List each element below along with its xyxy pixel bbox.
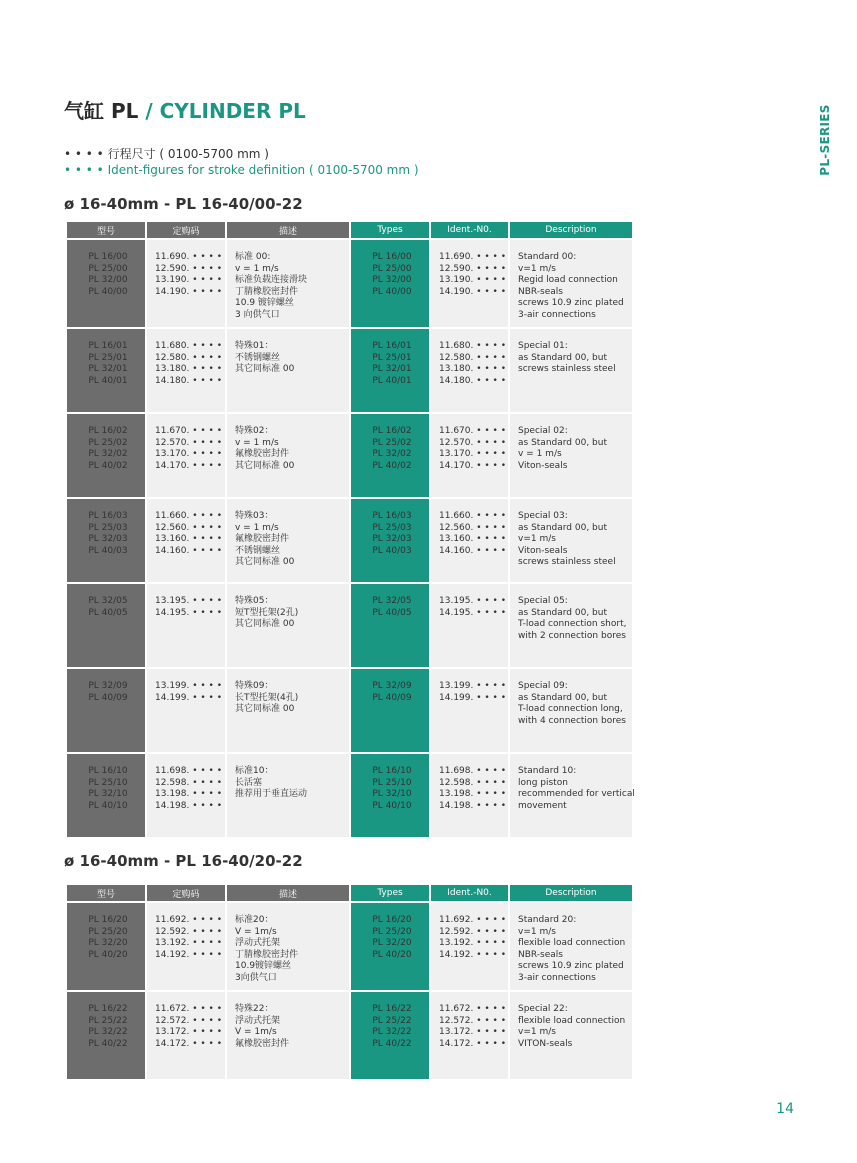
cell-line: 其它同标准 00 bbox=[235, 619, 295, 629]
cell-line: PL 32/01 bbox=[88, 364, 128, 374]
cell-line: 14.160. • • • • bbox=[155, 545, 223, 556]
cell-line: Viton-seals bbox=[518, 460, 568, 471]
cell-line: 3向供气口 bbox=[235, 972, 277, 983]
cell-line: 11.690. • • • • bbox=[439, 252, 507, 262]
cell-line: as Standard 00, but bbox=[518, 522, 607, 533]
cell-line: 3 向供气口 bbox=[235, 309, 280, 320]
cell-line: 12.580. • • • • bbox=[155, 352, 223, 363]
cell-line: 11.670. • • • • bbox=[439, 426, 507, 436]
cell-line: PL 32/22 bbox=[372, 1027, 412, 1037]
cell-line: 11.660. • • • • bbox=[155, 511, 223, 521]
page-title-en: / CYLINDER PL bbox=[138, 99, 306, 123]
desc-cn-cell bbox=[227, 903, 349, 990]
cell-line: screws stainless steel bbox=[518, 557, 616, 567]
col-header-types: Types bbox=[351, 222, 429, 238]
cell-line: PL 32/09 bbox=[88, 681, 128, 691]
cell-line: v = 1 m/s bbox=[235, 437, 279, 448]
cell-line: 推荐用于垂直运动 bbox=[235, 789, 308, 799]
cell-line: 其它同标准 00 bbox=[235, 460, 295, 471]
cell-line: with 4 connection bores bbox=[518, 715, 626, 726]
cell-line: PL 25/20 bbox=[88, 926, 128, 937]
cell-line: screws 10.9 zinc plated bbox=[518, 961, 624, 971]
spec-table bbox=[65, 883, 634, 1081]
desc-en-cell bbox=[510, 903, 632, 990]
desc-cn-cell bbox=[227, 499, 349, 582]
cell-line: flexible load connection bbox=[518, 1015, 626, 1026]
cell-line: 11.690. • • • • bbox=[155, 252, 223, 262]
cell-line: PL 16/22 bbox=[372, 1004, 412, 1014]
cell-line: v=1 m/s bbox=[518, 534, 556, 544]
cell-line: 13.192. • • • • bbox=[439, 938, 507, 948]
desc-en-cell bbox=[510, 669, 632, 752]
model-cell bbox=[67, 992, 145, 1079]
cell-line: 11.680. • • • • bbox=[439, 341, 507, 351]
intro-block bbox=[64, 146, 419, 178]
cell-line: T-load connection long, bbox=[518, 704, 623, 714]
cell-line: 浮动式托架 bbox=[235, 1015, 281, 1026]
ident-cell bbox=[431, 754, 508, 837]
cell-line: 14.195. • • • • bbox=[155, 607, 223, 618]
cell-line: 11.692. • • • • bbox=[439, 915, 507, 925]
desc-cn-cell bbox=[227, 329, 349, 412]
cell-line: PL 25/02 bbox=[88, 437, 128, 448]
cell-line: PL 32/10 bbox=[372, 789, 412, 799]
cell-line: Special 09: bbox=[518, 681, 568, 691]
cell-line: 14.190. • • • • bbox=[439, 286, 507, 297]
cell-line: 12.560. • • • • bbox=[439, 522, 507, 533]
cell-line: PL 25/03 bbox=[372, 522, 412, 533]
cell-line: 13.199. • • • • bbox=[439, 681, 507, 691]
cell-line: PL 16/22 bbox=[88, 1004, 128, 1014]
table-row bbox=[67, 754, 632, 837]
cell-line: PL 40/05 bbox=[372, 607, 412, 618]
order-code-cell bbox=[147, 499, 225, 582]
cell-line: PL 40/03 bbox=[88, 545, 128, 556]
desc-en-cell bbox=[510, 329, 632, 412]
cell-line: PL 32/20 bbox=[372, 938, 412, 948]
cell-line: PL 25/20 bbox=[372, 926, 412, 937]
types-cell bbox=[351, 584, 429, 667]
cell-line: PL 16/00 bbox=[372, 252, 412, 262]
types-cell bbox=[351, 240, 429, 327]
cell-line: 11.680. • • • • bbox=[155, 341, 223, 351]
table-row bbox=[67, 329, 632, 412]
cell-line: 13.172. • • • • bbox=[155, 1027, 223, 1037]
cell-line: 12.572. • • • • bbox=[155, 1015, 223, 1026]
cell-line: 13.172. • • • • bbox=[439, 1027, 507, 1037]
ident-cell bbox=[431, 669, 508, 752]
cell-line: 14.198. • • • • bbox=[439, 800, 507, 811]
cell-line: v=1 m/s bbox=[518, 263, 556, 274]
cell-line: 特殊05： bbox=[235, 596, 274, 606]
types-cell bbox=[351, 414, 429, 497]
model-cell bbox=[67, 329, 145, 412]
cell-line: v = 1 m/s bbox=[518, 449, 562, 459]
cell-line: 10.9镀锌螺丝 bbox=[235, 961, 292, 971]
cell-line: 12.598. • • • • bbox=[439, 777, 507, 788]
cell-line: 14.199. • • • • bbox=[155, 692, 223, 703]
cell-line: 14.172. • • • • bbox=[155, 1038, 223, 1049]
cell-line: movement bbox=[518, 800, 567, 811]
col-header-types: Types bbox=[351, 885, 429, 901]
types-cell bbox=[351, 669, 429, 752]
cell-line: 12.598. • • • • bbox=[155, 777, 223, 788]
cell-line: screws stainless steel bbox=[518, 364, 616, 374]
cell-line: PL 40/01 bbox=[372, 375, 412, 386]
cell-line: 13.170. • • • • bbox=[439, 449, 507, 459]
cell-line: PL 32/05 bbox=[372, 596, 412, 606]
order-code-cell bbox=[147, 240, 225, 327]
model-cell bbox=[67, 903, 145, 990]
cell-line: v=1 m/s bbox=[518, 1027, 556, 1037]
model-cell bbox=[67, 240, 145, 327]
cell-line: 14.195. • • • • bbox=[439, 607, 507, 618]
desc-cn-cell bbox=[227, 584, 349, 667]
cell-line: 12.592. • • • • bbox=[155, 926, 223, 937]
cell-line: PL 40/09 bbox=[88, 692, 128, 703]
cell-line: PL 25/01 bbox=[88, 352, 128, 363]
desc-cn-cell bbox=[227, 754, 349, 837]
cell-line: PL 40/22 bbox=[372, 1038, 412, 1049]
cell-line: 不锈钢螺丝 bbox=[235, 352, 281, 363]
cell-line: 丁腈橡胶密封件 bbox=[235, 949, 299, 960]
cell-line: screws 10.9 zinc plated bbox=[518, 298, 624, 308]
cell-line: 14.180. • • • • bbox=[439, 375, 507, 386]
cell-line: 10.9 镀锌螺丝 bbox=[235, 298, 294, 308]
cell-line: PL 40/10 bbox=[88, 800, 128, 811]
section-title: ø 16-40mm - PL 16-40/20-22 bbox=[64, 852, 303, 870]
cell-line: 11.692. • • • • bbox=[155, 915, 223, 925]
cell-line: PL 40/20 bbox=[372, 949, 412, 960]
cell-line: 标准20： bbox=[235, 915, 274, 925]
section-title: ø 16-40mm - PL 16-40/00-22 bbox=[64, 195, 303, 213]
cell-line: 12.572. • • • • bbox=[439, 1015, 507, 1026]
cell-line: PL 32/03 bbox=[88, 534, 128, 544]
table-row bbox=[67, 414, 632, 497]
ident-cell bbox=[431, 584, 508, 667]
page-number: 14 bbox=[776, 1101, 794, 1117]
cell-line: 13.190. • • • • bbox=[439, 275, 507, 285]
cell-line: 14.199. • • • • bbox=[439, 692, 507, 703]
cell-line: PL 32/01 bbox=[372, 364, 412, 374]
cell-line: PL 16/02 bbox=[88, 426, 128, 436]
col-header-ident: Ident.-N0. bbox=[431, 222, 508, 238]
cell-line: as Standard 00, but bbox=[518, 352, 607, 363]
cell-line: Special 03: bbox=[518, 511, 568, 521]
cell-line: 13.170. • • • • bbox=[155, 449, 223, 459]
cell-line: Regid load connection bbox=[518, 275, 618, 285]
cell-line: 14.180. • • • • bbox=[155, 375, 223, 386]
cell-line: 11.660. • • • • bbox=[439, 511, 507, 521]
desc-cn-cell bbox=[227, 992, 349, 1079]
cell-line: Standard 20: bbox=[518, 915, 577, 925]
cell-line: 标准10： bbox=[235, 766, 274, 776]
cell-line: 特殊03： bbox=[235, 511, 274, 521]
cell-line: PL 32/02 bbox=[88, 449, 128, 459]
cell-line: 12.560. • • • • bbox=[155, 522, 223, 533]
cell-line: PL 16/03 bbox=[88, 511, 128, 521]
cell-line: PL 32/10 bbox=[88, 789, 128, 799]
cell-line: 14.170. • • • • bbox=[155, 460, 223, 471]
cell-line: PL 32/00 bbox=[88, 275, 128, 285]
table-header-row bbox=[67, 885, 632, 901]
cell-line: NBR-seals bbox=[518, 286, 563, 297]
col-header-model: 型号 bbox=[67, 222, 145, 238]
ident-cell bbox=[431, 903, 508, 990]
cell-line: V = 1m/s bbox=[235, 926, 277, 937]
cell-line: as Standard 00, but bbox=[518, 607, 607, 618]
cell-line: 标准负载连接滑块 bbox=[235, 275, 308, 285]
cell-line: 标准 00: bbox=[235, 252, 271, 262]
cell-line: 12.570. • • • • bbox=[155, 437, 223, 448]
cell-line: PL 32/03 bbox=[372, 534, 412, 544]
types-cell bbox=[351, 754, 429, 837]
cell-line: PL 40/20 bbox=[88, 949, 128, 960]
cell-line: 不锈钢螺丝 bbox=[235, 545, 281, 556]
model-cell bbox=[67, 499, 145, 582]
table-row bbox=[67, 499, 632, 582]
cell-line: 14.160. • • • • bbox=[439, 545, 507, 556]
cell-line: 长T型托架(4孔) bbox=[235, 692, 299, 703]
cell-line: Viton-seals bbox=[518, 545, 568, 556]
col-header-desc-cn: 描述 bbox=[227, 222, 349, 238]
order-code-cell bbox=[147, 992, 225, 1079]
cell-line: 14.170. • • • • bbox=[439, 460, 507, 471]
cell-line: 14.192. • • • • bbox=[155, 949, 223, 960]
table-row bbox=[67, 584, 632, 667]
page-title-cn: 气缸 PL bbox=[64, 99, 139, 123]
cell-line: PL 25/10 bbox=[88, 777, 128, 788]
cell-line: PL 32/05 bbox=[88, 596, 128, 606]
types-cell bbox=[351, 499, 429, 582]
order-code-cell bbox=[147, 329, 225, 412]
cell-line: 浮动式托架 bbox=[235, 938, 281, 948]
ident-cell bbox=[431, 329, 508, 412]
cell-line: 12.590. • • • • bbox=[155, 263, 223, 274]
col-header-desc-en: Description bbox=[510, 222, 632, 238]
types-cell bbox=[351, 903, 429, 990]
cell-line: 其它同标准 00 bbox=[235, 704, 295, 714]
desc-en-cell bbox=[510, 499, 632, 582]
cell-line: 氟橡胶密封件 bbox=[235, 449, 290, 459]
model-cell bbox=[67, 414, 145, 497]
cell-line: PL 16/10 bbox=[88, 766, 128, 776]
cell-line: flexible load connection bbox=[518, 938, 626, 948]
model-cell bbox=[67, 754, 145, 837]
table-row bbox=[67, 669, 632, 752]
cell-line: 12.580. • • • • bbox=[439, 352, 507, 363]
cell-line: Special 22: bbox=[518, 1004, 568, 1014]
model-cell bbox=[67, 669, 145, 752]
cell-line: 14.192. • • • • bbox=[439, 949, 507, 960]
cell-line: with 2 connection bores bbox=[518, 630, 626, 641]
cell-line: 14.190. • • • • bbox=[155, 286, 223, 297]
cell-line: 3-air connections bbox=[518, 972, 596, 983]
types-cell bbox=[351, 329, 429, 412]
cell-line: v=1 m/s bbox=[518, 926, 556, 937]
desc-en-cell bbox=[510, 992, 632, 1079]
cell-line: PL 16/20 bbox=[88, 915, 128, 925]
ident-cell bbox=[431, 414, 508, 497]
desc-cn-cell bbox=[227, 669, 349, 752]
cell-line: PL 40/05 bbox=[88, 607, 128, 618]
cell-line: 11.672. • • • • bbox=[155, 1004, 223, 1014]
cell-line: 14.172. • • • • bbox=[439, 1038, 507, 1049]
cell-line: 11.698. • • • • bbox=[155, 766, 223, 776]
ident-cell bbox=[431, 992, 508, 1079]
cell-line: PL 16/01 bbox=[88, 341, 128, 351]
desc-en-cell bbox=[510, 414, 632, 497]
cell-line: 11.698. • • • • bbox=[439, 766, 507, 776]
cell-line: 特殊02： bbox=[235, 426, 274, 436]
cell-line: 特殊01： bbox=[235, 341, 274, 351]
col-header-order-code: 定购码 bbox=[147, 885, 225, 901]
series-side-label bbox=[815, 100, 835, 180]
order-code-cell bbox=[147, 669, 225, 752]
cell-line: 11.672. • • • • bbox=[439, 1004, 507, 1014]
ident-cell bbox=[431, 240, 508, 327]
intro-line-cn: • • • • 行程尺寸 ( 0100-5700 mm ) bbox=[64, 147, 269, 161]
cell-line: 3-air connections bbox=[518, 309, 596, 320]
cell-line: PL 40/03 bbox=[372, 545, 412, 556]
cell-line: 13.180. • • • • bbox=[439, 364, 507, 374]
cell-line: PL 40/09 bbox=[372, 692, 412, 703]
cell-line: 13.160. • • • • bbox=[439, 534, 507, 544]
cell-line: 氟橡胶密封件 bbox=[235, 534, 290, 544]
cell-line: PL 16/01 bbox=[372, 341, 412, 351]
cell-line: 氟橡胶密封件 bbox=[235, 1038, 290, 1049]
cell-line: as Standard 00, but bbox=[518, 437, 607, 448]
cell-line: 11.670. • • • • bbox=[155, 426, 223, 436]
cell-line: PL 25/03 bbox=[88, 522, 128, 533]
cell-line: 13.195. • • • • bbox=[439, 596, 507, 606]
cell-line: Standard 00: bbox=[518, 252, 577, 262]
intro-line-en: • • • • Ident-figures for stroke definition ( 0100-5700 mm ) bbox=[64, 163, 419, 177]
cell-line: 其它同标准 00 bbox=[235, 557, 295, 567]
desc-cn-cell bbox=[227, 240, 349, 327]
cell-line: V = 1m/s bbox=[235, 1027, 277, 1037]
cell-line: PL 16/10 bbox=[372, 766, 412, 776]
cell-line: 13.190. • • • • bbox=[155, 275, 223, 285]
ident-cell bbox=[431, 499, 508, 582]
page-title bbox=[64, 95, 306, 124]
order-code-cell bbox=[147, 754, 225, 837]
cell-line: Special 02: bbox=[518, 426, 568, 436]
cell-line: v = 1 m/s bbox=[235, 522, 279, 533]
cell-line: PL 25/02 bbox=[372, 437, 412, 448]
cell-line: 13.198. • • • • bbox=[155, 789, 223, 799]
cell-line: VITON-seals bbox=[518, 1038, 573, 1049]
cell-line: as Standard 00, but bbox=[518, 692, 607, 703]
cell-line: PL 32/09 bbox=[372, 681, 412, 691]
cell-line: 12.570. • • • • bbox=[439, 437, 507, 448]
cell-line: PL 40/02 bbox=[372, 460, 412, 471]
model-cell bbox=[67, 584, 145, 667]
cell-line: PL 16/00 bbox=[88, 252, 128, 262]
cell-line: 其它同标准 00 bbox=[235, 364, 295, 374]
cell-line: 13.192. • • • • bbox=[155, 938, 223, 948]
table-header-row bbox=[67, 222, 632, 238]
series-side-label-text: PL-SERIES bbox=[818, 104, 832, 176]
cell-line: Standard 10: bbox=[518, 766, 577, 776]
spec-table bbox=[65, 220, 634, 839]
cell-line: PL 16/02 bbox=[372, 426, 412, 436]
cell-line: PL 32/20 bbox=[88, 938, 128, 948]
order-code-cell bbox=[147, 584, 225, 667]
col-header-model: 型号 bbox=[67, 885, 145, 901]
cell-line: v = 1 m/s bbox=[235, 263, 279, 274]
cell-line: PL 25/22 bbox=[88, 1015, 128, 1026]
cell-line: long piston bbox=[518, 777, 568, 788]
cell-line: 14.198. • • • • bbox=[155, 800, 223, 811]
cell-line: PL 40/10 bbox=[372, 800, 412, 811]
cell-line: 13.180. • • • • bbox=[155, 364, 223, 374]
col-header-desc-cn: 描述 bbox=[227, 885, 349, 901]
cell-line: 13.198. • • • • bbox=[439, 789, 507, 799]
cell-line: Special 05: bbox=[518, 596, 568, 606]
cell-line: PL 32/02 bbox=[372, 449, 412, 459]
cell-line: PL 16/03 bbox=[372, 511, 412, 521]
cell-line: 特殊22： bbox=[235, 1004, 274, 1014]
cell-line: PL 40/01 bbox=[88, 375, 128, 386]
cell-line: PL 40/00 bbox=[372, 286, 412, 297]
cell-line: 特殊09： bbox=[235, 681, 274, 691]
cell-line: T-load connection short, bbox=[518, 619, 627, 629]
cell-line: 丁腈橡胶密封件 bbox=[235, 286, 299, 297]
cell-line: PL 25/00 bbox=[372, 263, 412, 274]
cell-line: PL 32/00 bbox=[372, 275, 412, 285]
col-header-desc-en: Description bbox=[510, 885, 632, 901]
desc-en-cell bbox=[510, 754, 635, 837]
col-header-order-code: 定购码 bbox=[147, 222, 225, 238]
cell-line: 长活塞 bbox=[235, 777, 263, 788]
cell-line: 13.195. • • • • bbox=[155, 596, 223, 606]
cell-line: PL 40/02 bbox=[88, 460, 128, 471]
cell-line: PL 25/10 bbox=[372, 777, 412, 788]
desc-cn-cell bbox=[227, 414, 349, 497]
cell-line: recommended for vertical bbox=[518, 789, 635, 799]
cell-line: PL 40/22 bbox=[88, 1038, 128, 1049]
cell-line: PL 25/22 bbox=[372, 1015, 412, 1026]
table-row bbox=[67, 903, 632, 990]
col-header-ident: Ident.-N0. bbox=[431, 885, 508, 901]
table-row bbox=[67, 240, 632, 327]
cell-line: 12.590. • • • • bbox=[439, 263, 507, 274]
cell-line: Special 01: bbox=[518, 341, 568, 351]
cell-line: 13.199. • • • • bbox=[155, 681, 223, 691]
desc-en-cell bbox=[510, 240, 632, 327]
cell-line: NBR-seals bbox=[518, 949, 563, 960]
cell-line: PL 16/20 bbox=[372, 915, 412, 925]
order-code-cell bbox=[147, 903, 225, 990]
cell-line: PL 25/01 bbox=[372, 352, 412, 363]
types-cell bbox=[351, 992, 429, 1079]
cell-line: PL 40/00 bbox=[88, 286, 128, 297]
table-row bbox=[67, 992, 632, 1079]
cell-line: 13.160. • • • • bbox=[155, 534, 223, 544]
cell-line: PL 25/00 bbox=[88, 263, 128, 274]
cell-line: 短T型托架(2孔) bbox=[235, 607, 299, 618]
order-code-cell bbox=[147, 414, 225, 497]
cell-line: PL 32/22 bbox=[88, 1027, 128, 1037]
desc-en-cell bbox=[510, 584, 632, 667]
cell-line: 12.592. • • • • bbox=[439, 926, 507, 937]
